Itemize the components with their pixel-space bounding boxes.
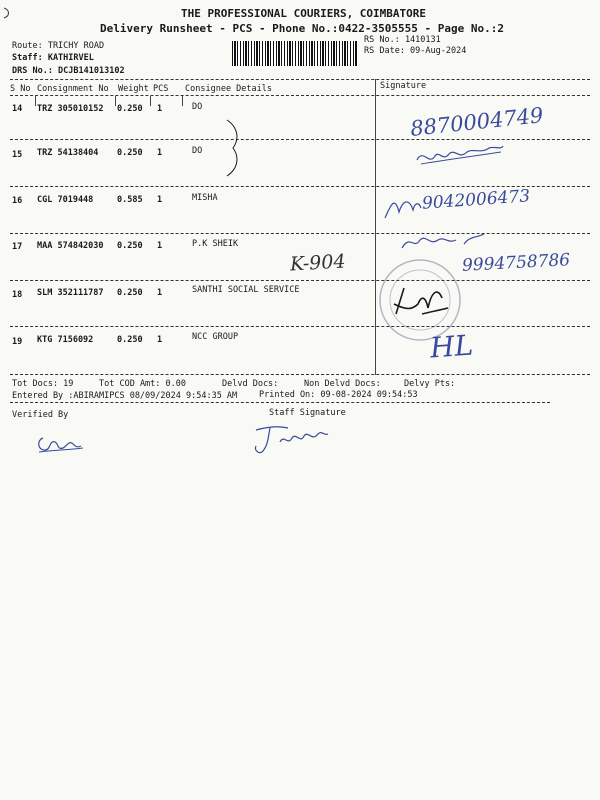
signature-scribble-icon: [392, 284, 452, 320]
table-row-consignment: TRZ 54138404: [37, 148, 99, 158]
handwritten-initials: HL: [428, 328, 475, 365]
table-row-pcs: 1: [157, 335, 163, 345]
table-row-pcs: 1: [157, 104, 163, 114]
company-name: THE PROFESSIONAL COURIERS, COIMBATORE: [181, 7, 427, 20]
ditto-bracket-icon: [225, 118, 245, 178]
col-consignee: Consignee Details: [185, 84, 272, 94]
handwritten-phone: 9994758786: [461, 250, 571, 276]
runsheet-title: Delivery Runsheet - PCS - Phone No.:0422-3505555 - Page No.:2: [100, 22, 504, 35]
staff-signature-icon: [250, 422, 330, 458]
handwritten-note: K-904: [289, 250, 347, 276]
table-row-consignee: P.K SHEIK: [192, 239, 239, 249]
table-row-consignee: DO: [192, 146, 203, 156]
handwritten-phone: 9042006473: [421, 186, 531, 214]
verified-by-label: Verified By: [12, 410, 69, 420]
table-row-weight: 0.250: [117, 104, 143, 114]
table-row-consignee: MISHA: [192, 193, 218, 203]
table-row-sno: 14: [12, 104, 23, 114]
table-row-consignment: SLM 352111787: [37, 288, 104, 298]
drs-number: DRS No.: DCJB141013102: [12, 66, 125, 76]
total-docs: Tot Docs: 19: [12, 379, 74, 389]
header-bottom-rule: [10, 95, 590, 96]
table-row-consignee: DO: [192, 102, 203, 112]
col-sno: S No: [10, 84, 31, 94]
corner-mark-icon: [2, 6, 12, 20]
col-pcs: PCS: [153, 84, 169, 94]
barcode-icon: [232, 41, 358, 66]
table-row-pcs: 1: [157, 195, 163, 205]
table-row-consignment: CGL 7019448: [37, 195, 94, 205]
row-divider: [10, 186, 590, 187]
table-row-weight: 0.250: [117, 148, 143, 158]
footer-rule: [10, 402, 550, 403]
table-row-weight: 0.250: [117, 288, 143, 298]
table-row-weight: 0.250: [117, 335, 143, 345]
tick: [115, 96, 116, 106]
table-row-consignment: MAA 574842030: [37, 241, 104, 251]
table-bottom-rule: [10, 374, 590, 375]
col-signature: Signature: [380, 81, 427, 91]
table-row-pcs: 1: [157, 241, 163, 251]
delivery-points: Delvy Pts:: [404, 379, 456, 389]
entered-by: Entered By :ABIRAMIPCS 08/09/2024 9:54:35 AM: [12, 391, 238, 401]
table-row-weight: 0.585: [117, 195, 143, 205]
table-row-consignment: TRZ 305010152: [37, 104, 104, 114]
col-weight: Weight: [118, 84, 149, 94]
route-label: Route: TRICHY ROAD: [12, 41, 105, 51]
table-row-sno: 18: [12, 290, 23, 300]
verifier-signature-icon: [35, 432, 85, 456]
tick: [35, 96, 36, 106]
handwritten-phone: 8870004749: [409, 103, 545, 141]
total-cod-amount: Tot COD Amt: 0.00: [99, 379, 186, 389]
table-row-weight: 0.250: [117, 241, 143, 251]
table-row-consignee: SANTHI SOCIAL SERVICE: [192, 285, 300, 295]
tick: [182, 96, 183, 106]
staff-signature-label: Staff Signature: [269, 408, 346, 418]
table-row-pcs: 1: [157, 148, 163, 158]
staff-label: Staff: KATHIRVEL: [12, 53, 94, 63]
table-row-sno: 15: [12, 150, 23, 160]
col-consignment: Consignment No: [37, 84, 109, 94]
table-row-sno: 16: [12, 196, 23, 206]
row-divider: [10, 280, 590, 281]
delivered-docs: Delvd Docs:: [222, 379, 279, 389]
table-row-sno: 19: [12, 337, 23, 347]
tick: [150, 96, 151, 106]
table-row-pcs: 1: [157, 288, 163, 298]
rs-number: RS No.: 1410131: [364, 35, 441, 45]
header-top-rule: [10, 79, 590, 80]
signature-scribble-icon: [415, 140, 505, 170]
rs-date: RS Date: 09-Aug-2024: [364, 46, 467, 56]
row-divider: [10, 326, 590, 327]
row-divider: [10, 233, 590, 234]
printed-on: Printed On: 09-08-2024 09:54:53: [259, 390, 418, 400]
non-delivered-docs: Non Delvd Docs:: [304, 379, 381, 389]
table-row-consignment: KTG 7156092: [37, 335, 94, 345]
table-row-sno: 17: [12, 242, 23, 252]
signature-scribble-icon: [400, 230, 490, 254]
table-row-consignee: NCC GROUP: [192, 332, 239, 342]
signature-scribble-icon: [383, 192, 423, 222]
